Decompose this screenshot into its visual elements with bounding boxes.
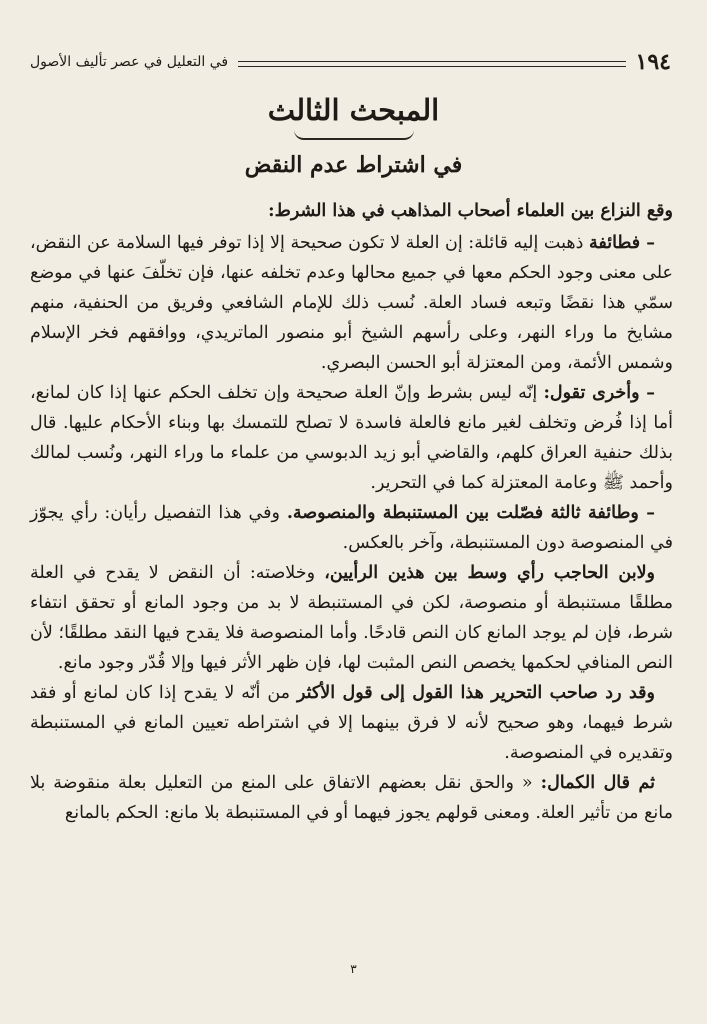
paragraph-lead: ولابن الحاجب رأي وسط بين هذين الرأيين، [324, 563, 655, 583]
paragraph-text: إنّه ليس بشرط وإنّ العلة صحيحة وإن تخلف الحكم عنها إذا كان لمانع، أما إذا فُرض وتخلف لغير مانع فالعلة فاسدة لا تصلح للتمسك بها وبناء الأحكام عليها. قال بذلك حنفية العراق كلهم، والقاضي أبو زيد الدبوسي من علماء ما وراء النهر، ونُسب لمالك وأحمد ﷺ وعامة المعتزلة كما في التحرير. [30, 383, 673, 493]
paragraph-lead: ثم قال الكمال: [540, 773, 655, 793]
paragraph-tahrir [30, 678, 673, 768]
paragraph-kamal [30, 768, 673, 828]
paragraph-first-opinion [30, 228, 673, 378]
paragraph-text: من أنّه لا يقدح إذا كان لمانع أو فقد شرط فيهما، وهو صحيح لأنه لا فرق بينهما إلا في اشتراطه تعيين المانع في المستنبطة وتقديره في المنصوصة. [30, 683, 673, 763]
intro-paragraph: وقع النزاع بين العلماء أصحاب المذاهب في هذا الشرط: [268, 201, 673, 221]
paragraph-lead: – وطائفة ثالثة فصّلت بين المستنبطة والمنصوصة. [286, 503, 655, 523]
paragraph-second-opinion [30, 378, 673, 498]
paragraph-text: « والحق نقل بعضهم الاتفاق على المنع من التعليل بعلة منقوضة بلا مانع من تأثير العلة. ومعنى قولهم يجوز فيهما أو في المستنبطة بلا مانع: الحكم بالمانع [30, 773, 673, 823]
header-rule [238, 61, 625, 67]
heading-ornament [294, 130, 414, 140]
paragraph-text: وخلاصته: أن النقض لا يقدح في العلة مطلقًا مستنبطة أو منصوصة، لكن في المستنبطة لا بد من وجود المانع أو تحقق انتفاء شرط، فإن لم يوجد المانع كان النص قادحًا. وأما المنصوصة فلا يقدح فيها النقد مطلقًا؛ لأن النص المنافي لحكمها يخصص النص المثبت لها، فإن ظهر الأثر فيها وإلا قُدّر وجود مانع. [30, 563, 673, 673]
paragraph-lead: وقد رد صاحب التحرير هذا القول إلى قول الأكثر [296, 683, 655, 703]
section-title: في اشتراط عدم النقض [244, 152, 463, 178]
page-number: ١٩٤ [635, 49, 671, 75]
paragraph-lead: – فطائفة [588, 233, 655, 253]
footer-mark: ٣ [350, 962, 357, 976]
section-heading-text: المبحث الثالث [267, 93, 440, 127]
running-title: في التعليل في عصر تأليف الأصول [30, 54, 229, 70]
body-text [30, 196, 673, 828]
paragraph-text: ذهبت إليه قائلة: إن العلة لا تكون صحيحة إلا إذا توفر فيها السلامة عن النقض، على معنى وجود الحكم معها في جميع محالها وعدم تخلفه عنها، فإن تخلّفَ عنها في موضع سمّي هذا نقضًا وتبعه فساد العلة. نُسب ذلك للإمام الشافعي وفريق من الحنفية، منهم مشايخ ما وراء النهر، وعلى رأسهم الشيخ أبو منصور الماتريدي، ووافقهم فخر الإسلام وشمس الأئمة، ومن المعتزلة أبو الحسن البصري. [29, 233, 673, 373]
running-header [30, 50, 671, 74]
paragraph-third-opinion [30, 498, 673, 558]
paragraph-text: وفي هذا التفصيل رأيان: رأي يجوّز في المنصوصة دون المستنبطة، وآخر بالعكس. [30, 503, 673, 553]
paragraph-ibn-hajib [30, 558, 673, 678]
paragraph-lead: – وأخرى تقول: [543, 383, 656, 403]
section-heading [0, 90, 707, 140]
